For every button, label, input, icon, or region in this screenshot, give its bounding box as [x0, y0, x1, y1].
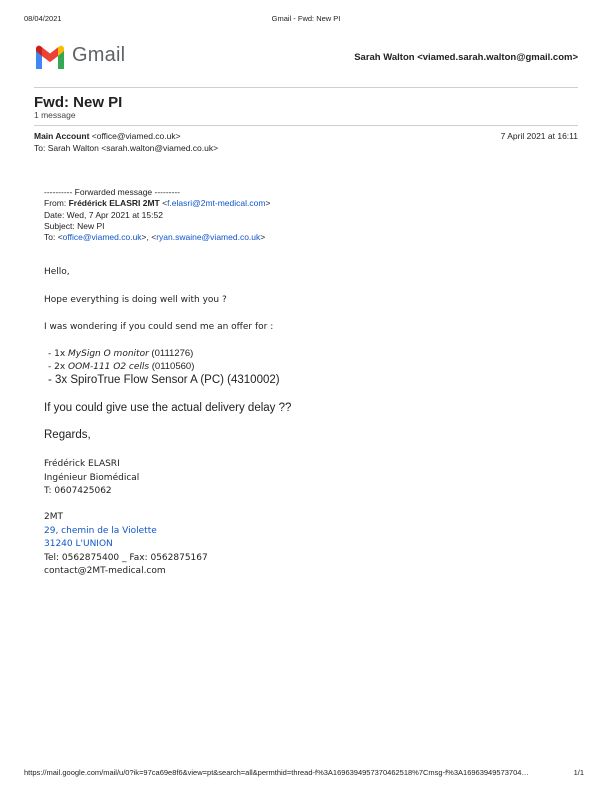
print-title: Gmail - Fwd: New PI	[271, 14, 341, 23]
divider	[34, 87, 578, 88]
forward-to: To: <office@viamed.co.uk>, <ryan.swaine@viamed.co.uk>	[44, 232, 266, 243]
body-delivery: If you could give use the actual delivery delay ??	[44, 402, 292, 414]
account-email: Sarah Walton <viamed.sarah.walton@gmail.com>	[354, 52, 578, 63]
message-count: 1 message	[34, 110, 76, 120]
thread-subject: Fwd: New PI	[34, 94, 123, 111]
company-name: 2MT	[44, 512, 63, 522]
body-line-1: Hope everything is doing well with you ?	[44, 295, 227, 305]
signature-block	[44, 458, 139, 499]
signature-phone: T: 0607425062	[44, 486, 112, 496]
sender-email: <office@viamed.co.uk>	[89, 131, 181, 141]
list-item: - 1x MySign O monitor (0111276)	[48, 348, 194, 359]
company-block	[44, 511, 208, 579]
company-tel-fax: Tel: 0562875400 _ Fax: 0562875167	[44, 552, 208, 563]
forward-from: From: Frédérick ELASRI 2MT <f.elasri@2mt-medical.com>	[44, 198, 271, 209]
divider	[34, 125, 578, 126]
forward-sender-email-link[interactable]: f.elasri@2mt-medical.com	[167, 198, 266, 209]
signature-name: Frédérick ELASRI	[44, 459, 120, 469]
gmail-logo-icon	[34, 45, 66, 69]
signature-role: Ingénieur Biomédical	[44, 472, 140, 483]
forward-to-email-link-1[interactable]: office@viamed.co.uk	[62, 232, 142, 243]
body-regards: Regards,	[44, 429, 91, 441]
print-page-number: 1/1	[573, 768, 584, 777]
message-date: 7 April 2021 at 16:11	[500, 131, 578, 141]
list-item: - 2x OOM-111 O2 cells (0110560)	[48, 361, 195, 372]
forwarded-header	[44, 187, 270, 243]
company-address-link-1[interactable]: 29, chemin de la Violette	[44, 525, 157, 536]
gmail-wordmark: Gmail	[72, 44, 126, 66]
forward-sender-name: Frédérick ELASRI 2MT	[68, 198, 160, 209]
message-from	[34, 131, 181, 141]
forward-subject: Subject: New PI	[44, 220, 105, 231]
list-item: - 3x SpiroTrue Flow Sensor A (PC) (4310002)	[48, 374, 280, 386]
print-date: 08/04/2021	[24, 14, 62, 23]
company-contact: contact@2MT-medical.com	[44, 566, 166, 576]
print-url: https://mail.google.com/mail/u/0?ik=97ca69e8f6&view=pt&search=all&permthid=thread-f%3A1696394957370462518%7Cmsg-f%3A16963949573704…	[24, 768, 529, 777]
message-to: To: Sarah Walton <sarah.walton@viamed.co.uk>	[34, 143, 219, 153]
forward-separator: ---------- Forwarded message ---------	[44, 187, 180, 197]
sender-name: Main Account	[34, 131, 90, 141]
forward-to-email-link-2[interactable]: ryan.swaine@viamed.co.uk	[156, 232, 261, 243]
body-greeting: Hello,	[44, 267, 70, 277]
body-line-2: I was wondering if you could send me an offer for :	[44, 322, 274, 332]
forward-date: Date: Wed, 7 Apr 2021 at 15:52	[44, 209, 163, 220]
company-address-link-2[interactable]: 31240 L'UNION	[44, 539, 113, 549]
